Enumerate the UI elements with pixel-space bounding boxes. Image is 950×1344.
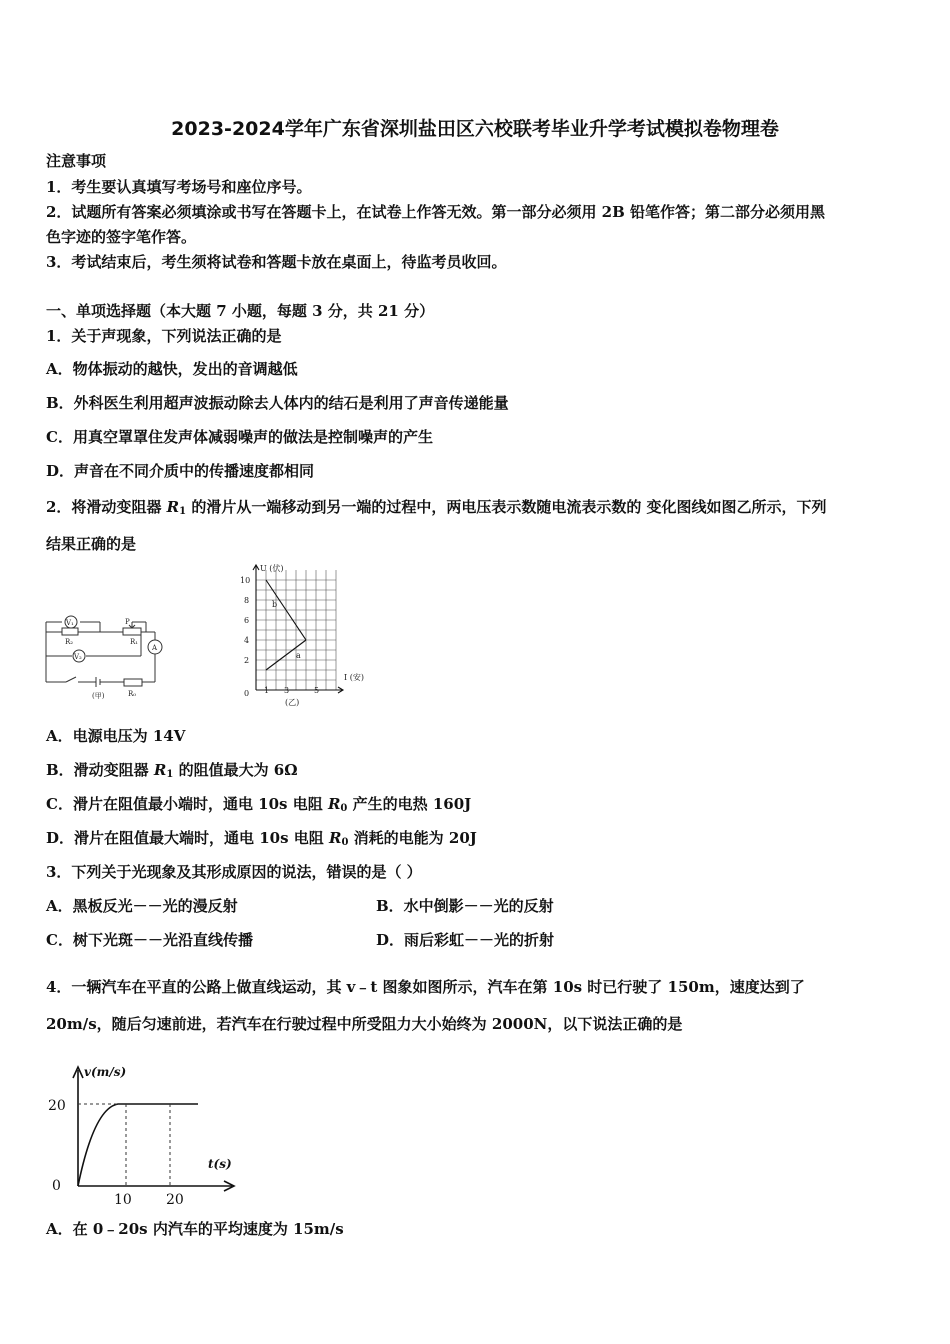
q2-option-a: A．电源电压为 14V [46,727,186,745]
ui-graph-label-a: a [296,651,301,660]
q1-option-a: A．物体振动的越快，发出的音调越低 [46,360,298,378]
circuit-v1-label: V₁ [66,619,74,627]
ui-graph-xlabel: I (安) [344,673,364,682]
q2-stem-sub: 1 [179,506,187,517]
ui-graph-ylabel: U (伏) [260,564,284,573]
vt-graph-yvalue: 20 [48,1098,66,1114]
vt-graph-xtick-20: 20 [166,1192,184,1208]
q3-option-c: C．树下光斑－－光沿直线传播 [46,931,253,949]
q4-stem-line1: 4．一辆汽车在平直的公路上做直线运动，其 v﹣t 图象如图所示，汽车在第 10s 时已行驶了 150m，速度达到了 [46,978,805,996]
q2-option-d: D．滑片在阻值最大端时，通电 10s 电阻 $R_0$ 消耗的电能为 20J [46,829,477,848]
ui-graph-caption: (乙) [285,698,300,707]
circuit-r0-label: R₀ [128,690,137,698]
ui-graph-ytick-2: 2 [244,656,250,665]
notice-item-3: 3．考试结束后，考生须将试卷和答题卡放在桌面上，待监考员收回。 [46,253,507,271]
q3-option-d: D．雨后彩虹－－光的折射 [376,931,555,949]
ui-graph-ytick-8: 8 [244,596,250,605]
q2-stem [46,497,827,522]
q1-option-c: C．用真空罩罩住发声体减弱噪声的做法是控制噪声的产生 [46,428,433,446]
vt-graph-xtick-10: 10 [114,1192,132,1208]
ui-graph-ytick-10: 10 [240,576,251,585]
notice-item-1: 1．考生要认真填写考场号和座位序号。 [46,178,312,196]
notice-heading: 注意事项 [46,152,107,170]
q3-option-b: B．水中倒影－－光的反射 [376,897,554,915]
ui-graph-xtick-3: 3 [284,686,290,695]
notice-item-2-cont: 色字迹的签字笔作答。 [46,228,197,246]
q4-option-a: A．在 0﹣20s 内汽车的平均速度为 15m/s [46,1220,344,1238]
q2-option-b: B．滑动变阻器 $R_1$ 的阻值最大为 6Ω [46,761,298,780]
q1-stem: 1．关于声现象，下列说法正确的是 [46,327,282,345]
q3-option-a: A．黑板反光－－光的漫反射 [46,897,238,915]
q2-stem-r: R [166,498,180,516]
q2-stem-a: 2．将滑动变阻器 [46,498,167,516]
page-title: 2023-2024学年广东省深圳盐田区六校联考毕业升学考试模拟卷物理卷 [171,118,779,140]
circuit-v2-label: V₂ [74,653,82,661]
q1-option-d: D．声音在不同介质中的传播速度都相同 [46,462,315,480]
vt-graph-ylabel: v(m/s) [84,1065,127,1079]
ui-graph-xtick-1: 1 [264,686,270,695]
q2-ui-graph [230,560,375,710]
q2-stem-line2: 结果正确的是 [46,535,137,553]
section-heading: 一、单项选择题（本大题 7 小题，每题 3 分，共 21 分） [46,302,435,320]
q3-stem: 3．下列关于光现象及其形成原因的说法，错误的是（ ） [46,863,422,881]
circuit-r1-label: R₁ [130,638,139,646]
q2-circuit-diagram [40,600,175,700]
circuit-p-label: P [125,618,130,626]
q4-stem-line2: 20m/s，随后匀速前进，若汽车在行驶过程中所受阻力大小始终为 2000N，以下说法正确的是 [46,1015,683,1033]
notice-item-2: 2．试题所有答案必须填涂或书写在答题卡上，在试卷上作答无效。第一部分必须用 2B 铅笔作答；第二部分必须用黑 [46,203,826,221]
ui-graph-label-b: b [272,600,278,609]
vt-graph-xlabel: t(s) [208,1157,232,1171]
circuit-a-label: A [152,644,158,652]
ui-graph-ytick-4: 4 [244,636,250,645]
q1-option-b: B．外科医生利用超声波振动除去人体内的结石是利用了声音传递能量 [46,394,509,412]
circuit-r2-label: R₂ [65,638,74,646]
ui-graph-xtick-0: 0 [244,689,250,698]
q2-option-c: C．滑片在阻值最小端时，通电 10s 电阻 $R_0$ 产生的电热 160J [46,795,472,814]
q2-stem-b: 的滑片从一端移动到另一端的过程中，两电压表示数随电流表示数的 变化图线如图乙所示，下列 [186,498,827,516]
q4-vt-graph [40,1058,240,1208]
ui-graph-xtick-5: 5 [314,686,320,695]
ui-graph-ytick-6: 6 [244,616,250,625]
vt-graph-origin: 0 [52,1178,61,1194]
circuit-caption: (甲) [92,692,105,700]
